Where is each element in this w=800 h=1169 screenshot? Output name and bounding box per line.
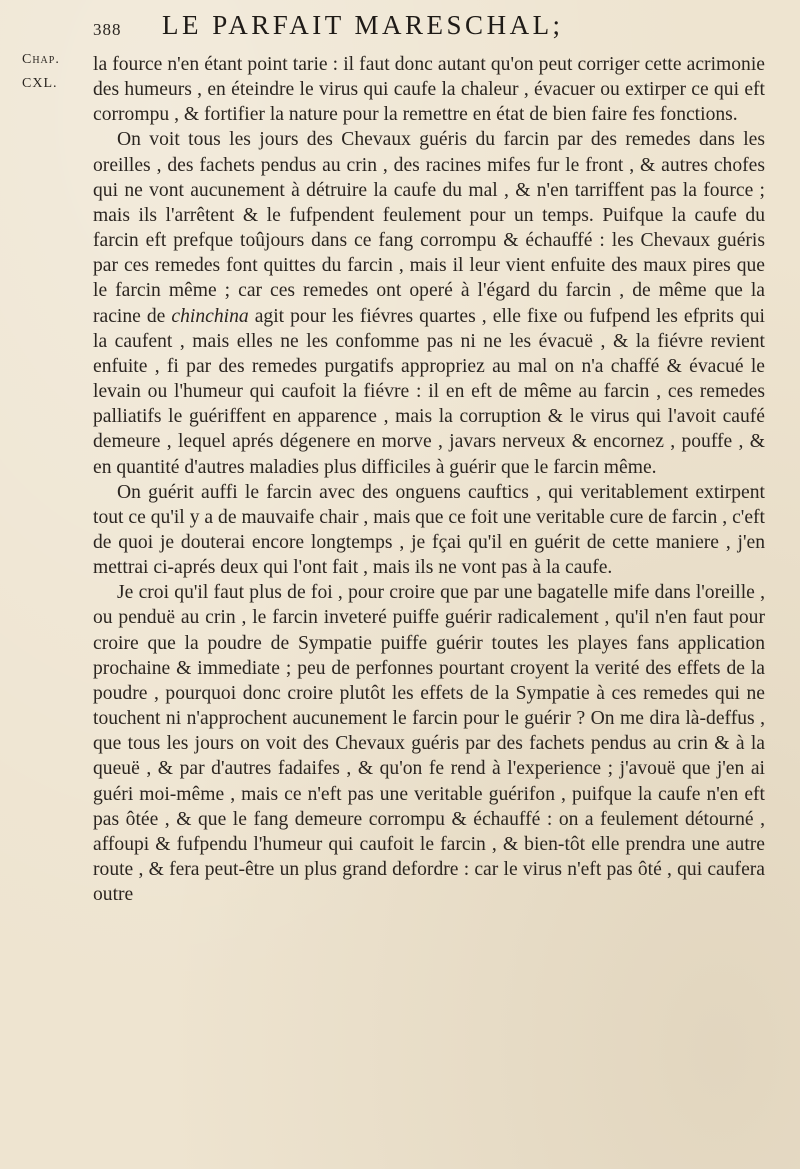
paragraph-1: la fource n'en étant point tarie : il faut donc autant qu'on peut corriger cette acrimonie des humeurs , en éteindre le virus qui caufe la chaleur , évacuer ou extirper ce qui eft corrompu , & fortifier la nature pour la remettre en état de bien faire fes fonctions. [93,54,765,126]
page-header [0,8,800,48]
chapter-number: CXL. [22,76,58,91]
body-text [93,52,765,907]
paragraph-2-head: On voit tous les jours des Chevaux guéris du farcin par des remedes dans les oreilles , des fachets pendus au crin , des racines mifes fur le front , & autres chofes qui ne vont aucunement à détruire la caufe du mal , & n'en tarriffent pas la fource ; mais ils l'arrêtent & le fufpendent feulement pour un temps. Puifque la caufe du farcin eft prefque toûjours dans ce fang corrompu & échauffé : les Chevaux guéris par ces remedes font quittes du farcin , mais il leur vient enfuite des maux pires que le farcin même ; car ces remedes ont operé à l'égard du farcin , de même que la racine de [93,129,765,327]
page-number: 388 [93,20,122,39]
paragraph-4: Je croi qu'il faut plus de foi , pour croire que par une bagatelle mife dans l'oreille , ou penduë au crin , le farcin inveteré puiffe guérir radicalement , qu'il n'en faut pour croire que la poudre de Sympatie puiffe guérir toutes les playes fans application prochaine & immediate ; peu de perfonnes pourtant croyent la verité des effets de la poudre , pourquoi donc croire plutôt les effets de la Sympatie à ces remedes qui ne touchent ni n'approchent aucunement le farcin pour le guérir ? On me dira là-deffus , que tous les jours on voit des Chevaux guéris par des fachets pendus au crin & à la queuë , & par d'autres fadaifes , & qu'on fe rend à l'experience ; j'avouë que j'en ai guéri moi-même , mais ce n'eft pas une veritable guérifon , puifque la caufe n'en eft pas ôtée , & que le fang demeure corrompu & échauffé : on a feulement détourné , affoupi & fufpendu l'humeur qui caufoit le farcin , & bien-tôt elle prendra une autre route , & fera peut-être un plus grand defordre : car le virus n'eft pas ôté , qui caufera outre [93,582,765,906]
chapter-margin-note [22,48,60,96]
paragraph-2-tail: agit pour les fiévres quartes , elle fixe ou fufpend les efprits qui la caufent , mais elles ne les confomme pas ni ne les évacuë , & la fiévre revient enfuite , fi par des remedes purgatifs appropriez au mal on n'a chaffé & évacué le levain ou l'humeur qui caufoit la fiévre : il en eft de même au farcin , ces remedes palliatifs le guériffent en apparence , mais la corruption & le virus qui l'avoit caufé demeure , lequel aprés dégenere en morve , javars nerveux & encornez , pouffe , & en quantité d'autres maladies plus difficiles à guérir que le farcin même. [93,305,765,478]
italic-word-chinchina: chinchina [171,305,249,327]
chapter-label: Chap. [22,52,60,67]
paragraph-2 [93,127,765,479]
paragraph-3: On guérit auffi le farcin avec des onguens cauftics , qui veritablement extirpent tout ce qu'il y a de mauvaife chair , mais que ce foit une veritable cure de farcin , c'eft de quoi je douterai encore longtemps , je fçai qu'il en guérit de cette maniere , j'en mettrai ci-aprés deux qui l'ont fait , mais ils ne vont pas à la caufe. [93,481,765,579]
running-title: LE PARFAIT MARESCHAL; [162,10,564,40]
